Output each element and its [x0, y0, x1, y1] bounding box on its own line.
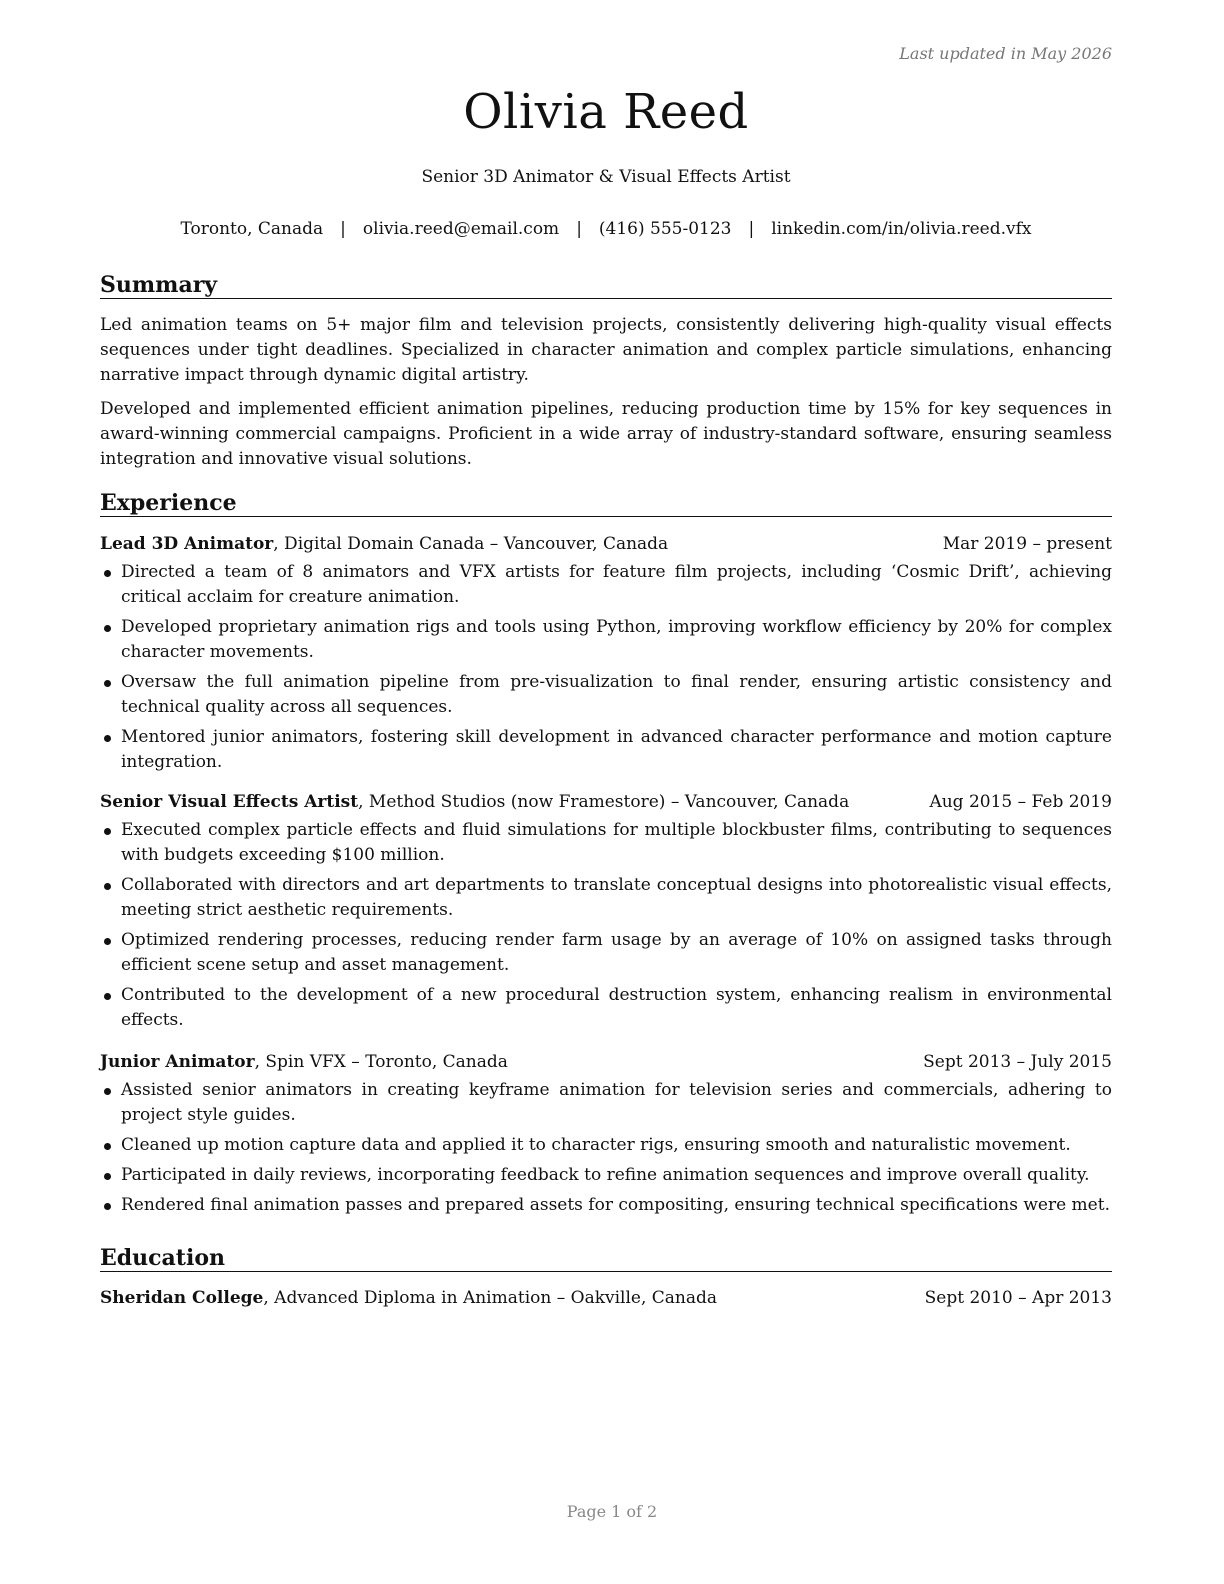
contact-linkedin[interactable]: linkedin.com/in/olivia.reed.vfx [771, 219, 1032, 239]
bullet-item: Participated in daily reviews, incorporating feedback to refine animation sequences and improve overall quality. [100, 1163, 1112, 1188]
education-dates: Sept 2010 – Apr 2013 [924, 1288, 1112, 1308]
summary-paragraph: Led animation teams on 5+ major film and television projects, consistently delivering high-quality visual effects sequences under tight deadlines. Specialized in character animation and complex particle simulations, enhancing narrative impact through dynamic digital artistry. [100, 315, 1112, 385]
bullet-item: Contributed to the development of a new procedural destruction system, enhancing realism in environmental effects. [100, 983, 1112, 1033]
job-org: , Digital Domain Canada – Vancouver, Canada [273, 534, 669, 554]
bullet-item: Assisted senior animators in creating keyframe animation for television series and commercials, adhering to project style guides. [100, 1078, 1112, 1128]
job-entry [100, 532, 1112, 775]
contact-email[interactable]: olivia.reed@email.com [362, 219, 560, 239]
contact-separator: | [748, 219, 755, 239]
job-header [100, 532, 1112, 556]
job-dates: Sept 2013 – July 2015 [923, 1052, 1112, 1072]
job-entry [100, 1050, 1112, 1218]
education-section [100, 1245, 1112, 1310]
section-title-experience: Experience [100, 490, 1112, 517]
summary-paragraph: Developed and implemented efficient animation pipelines, reducing production time by 15% for key sequences in award-winning commercial campaigns. Proficient in a wide array of industry-standard software, ensuring seamless integration and innovative visual solutions. [100, 399, 1112, 469]
bullet-item: Developed proprietary animation rigs and tools using Python, improving workflow efficiency by 20% for complex character movements. [100, 615, 1112, 665]
candidate-title: Senior 3D Animator & Visual Effects Artist [421, 167, 791, 187]
last-updated: Last updated in May 2026 [899, 44, 1112, 63]
bullet-item: Oversaw the full animation pipeline from pre-visualization to final render, ensuring artistic consistency and technical quality across all sequences. [100, 670, 1112, 720]
job-bullets [100, 560, 1112, 775]
contact-separator: | [576, 219, 582, 239]
contact-line [100, 219, 1112, 239]
education-program: , Advanced Diploma in Animation – Oakville, Canada [263, 1288, 718, 1308]
bullet-item: Cleaned up motion capture data and applied it to character rigs, ensuring smooth and naturalistic movement. [100, 1133, 1112, 1158]
summary-section [100, 272, 1112, 472]
section-title-summary: Summary [100, 272, 1112, 299]
job-bullets [100, 1078, 1112, 1218]
job-role: Senior Visual Effects Artist [100, 792, 359, 812]
job-role: Lead 3D Animator [100, 534, 274, 554]
job-dates: Mar 2019 – present [942, 534, 1112, 554]
job-bullets [100, 818, 1112, 1033]
bullet-item: Executed complex particle effects and fluid simulations for multiple blockbuster films, contributing to sequences with budgets exceeding $100 million. [100, 818, 1112, 868]
bullet-item: Collaborated with directors and art departments to translate conceptual designs into photorealistic visual effects, meeting strict aesthetic requirements. [100, 873, 1112, 923]
section-title-education: Education [100, 1245, 1112, 1272]
bullet-item: Mentored junior animators, fostering skill development in advanced character performance and motion capture integration. [100, 725, 1112, 775]
bullet-item: Rendered final animation passes and prepared assets for compositing, ensuring technical specifications were met. [100, 1193, 1112, 1218]
job-org: , Spin VFX – Toronto, Canada [254, 1052, 508, 1072]
job-dates: Aug 2015 – Feb 2019 [929, 792, 1112, 812]
job-role: Junior Animator [100, 1052, 255, 1072]
education-school: Sheridan College [100, 1288, 264, 1308]
bullet-item: Optimized rendering processes, reducing render farm usage by an average of 10% on assigned tasks through efficient scene setup and asset management. [100, 928, 1112, 978]
job-header [100, 790, 1112, 814]
bullet-item: Directed a team of 8 animators and VFX artists for feature film projects, including ‘Cosmic Drift’, achieving critical acclaim for creature animation. [100, 560, 1112, 610]
education-entry [100, 1286, 1112, 1310]
contact-phone[interactable]: (416) 555-0123 [598, 219, 732, 239]
contact-separator: | [340, 219, 346, 239]
job-entry [100, 790, 1112, 1033]
job-header [100, 1050, 1112, 1074]
job-org: , Method Studios (now Framestore) – Vancouver, Canada [358, 792, 850, 812]
experience-section [100, 490, 1112, 1223]
contact-location: Toronto, Canada [180, 219, 324, 239]
page-number: Page 1 of 2 [566, 1502, 658, 1521]
candidate-name: Olivia Reed [463, 84, 749, 140]
